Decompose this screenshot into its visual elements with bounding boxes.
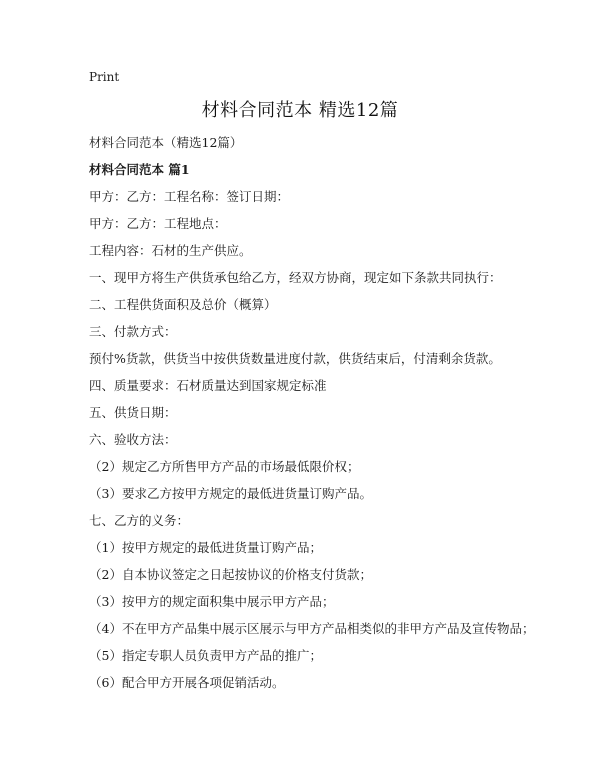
document-title: 材料合同范本 精选12篇 xyxy=(201,100,399,121)
body-line: 工程内容：石材的生产供应。 xyxy=(89,243,252,258)
body-line: 五、供货日期： xyxy=(89,405,177,420)
list-item: （1）按甲方规定的最低进货量订购产品； xyxy=(89,540,322,555)
body-line: 二、工程供货面积及总价（概算） xyxy=(89,297,277,312)
body-line: 三、付款方式： xyxy=(89,324,177,339)
body-line: 预付%货款，供货当中按供货数量进度付款，供货结束后，付清剩余货款。 xyxy=(89,351,501,366)
body-line: 四、质量要求：石材质量达到国家规定标准 xyxy=(89,378,327,393)
list-item: （6）配合甲方开展各项促销活动。 xyxy=(89,675,285,690)
document-subtitle: 材料合同范本（精选12篇） xyxy=(89,135,243,150)
list-item: （4）不在甲方产品集中展示区展示与甲方产品相类似的非甲方产品及宣传物品； xyxy=(89,621,535,636)
list-item: （5）指定专职人员负责甲方产品的推广； xyxy=(89,648,322,663)
section-heading: 材料合同范本 篇1 xyxy=(89,162,190,177)
list-item: （2）规定乙方所售甲方产品的市场最低限价权； xyxy=(89,459,360,474)
print-label: Print xyxy=(89,70,120,84)
list-item: （3）要求乙方按甲方规定的最低进货量订购产品。 xyxy=(89,486,372,501)
body-line: 七、乙方的义务： xyxy=(89,513,190,528)
list-item: （3）按甲方的规定面积集中展示甲方产品； xyxy=(89,594,335,609)
body-line: 一、现甲方将生产供货承包给乙方，经双方协商，现定如下条款共同执行： xyxy=(89,270,502,285)
list-item: （2）自本协议签定之日起按协议的价格支付货款； xyxy=(89,567,372,582)
body-line: 六、验收方法： xyxy=(89,432,177,447)
body-line: 甲方：乙方：工程名称：签订日期： xyxy=(89,189,290,204)
body-line: 甲方：乙方：工程地点： xyxy=(89,216,227,231)
